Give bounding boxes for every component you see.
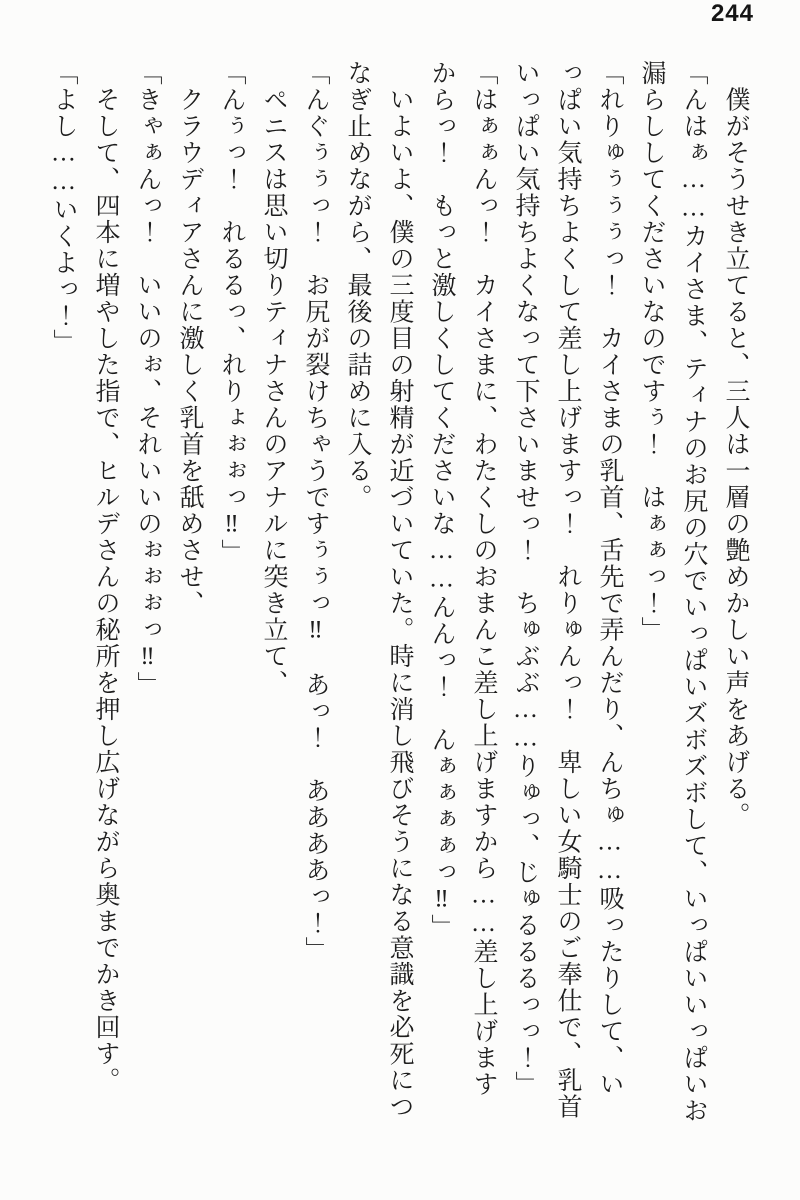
text-column: 「よし……いくよっ！」 — [50, 60, 77, 356]
text-column: 漏らししてくださいなのですぅ！ はぁぁっ！」 — [638, 60, 665, 643]
text-column: 僕がそうせき立てると、三人は一層の艶めかしい声をあげる。 — [722, 60, 749, 829]
text-column: なぎ止めながら、最後の詰めに入る。 — [344, 60, 371, 511]
text-column: いっぱい気持ちよくなって下さいませっ！ ちゅぶぶ……りゅっ、じゅるるるっっ！」 — [512, 60, 539, 1098]
text-column: いよいよ、僕の三度目の射精が近づいていた。時に消し飛びそうになる意識を必死につ — [386, 60, 413, 1120]
text-column: 「んぐぅぅっ！ お尻が裂けちゃうですぅぅっ‼ あっ！ ああああっ！」 — [302, 60, 329, 963]
text-column: 「はぁぁんっ！ カイさまに、わたくしのおまんこ差し上げますから……差し上げます — [470, 60, 497, 1098]
text-column: っぱい気持ちよくして差し上げますっ！ れりゅんっ！ 卑しい女騎士のご奉仕で、乳首 — [554, 60, 581, 1120]
text-column: ペニスは思い切りティナさんのアナルに突き立て、 — [260, 60, 287, 696]
text-column: からっ！ もっと激しくしてくださいな……んんっ！ んぁぁぁぁっ‼」 — [428, 60, 455, 941]
body-text — [42, 60, 756, 1145]
text-column: 「んぅっ！ れるるっ、れりょぉぉっ‼」 — [218, 60, 245, 566]
page-number: 244 — [710, 0, 754, 27]
text-column: 「れりゅぅぅぅっ！ カイさまの乳首、舌先で弄んだり、んちゅ……吸ったりして、い — [596, 60, 623, 1098]
text-column: クラウディアさんに激しく乳首を舐めさせ、 — [176, 60, 203, 617]
text-column: そして、四本に増やした指で、ヒルデさんの秘所を押し広げながら奥までかき回す。 — [92, 60, 119, 1094]
text-column: 「んはぁ……カイさま、ティナのお尻の穴でいっぱいズボズボして、いっぱいいっぱいお — [680, 60, 707, 1124]
text-column: 「きゃぁんっ！ いいのぉ、それいいのぉぉぉっ‼」 — [134, 60, 161, 698]
